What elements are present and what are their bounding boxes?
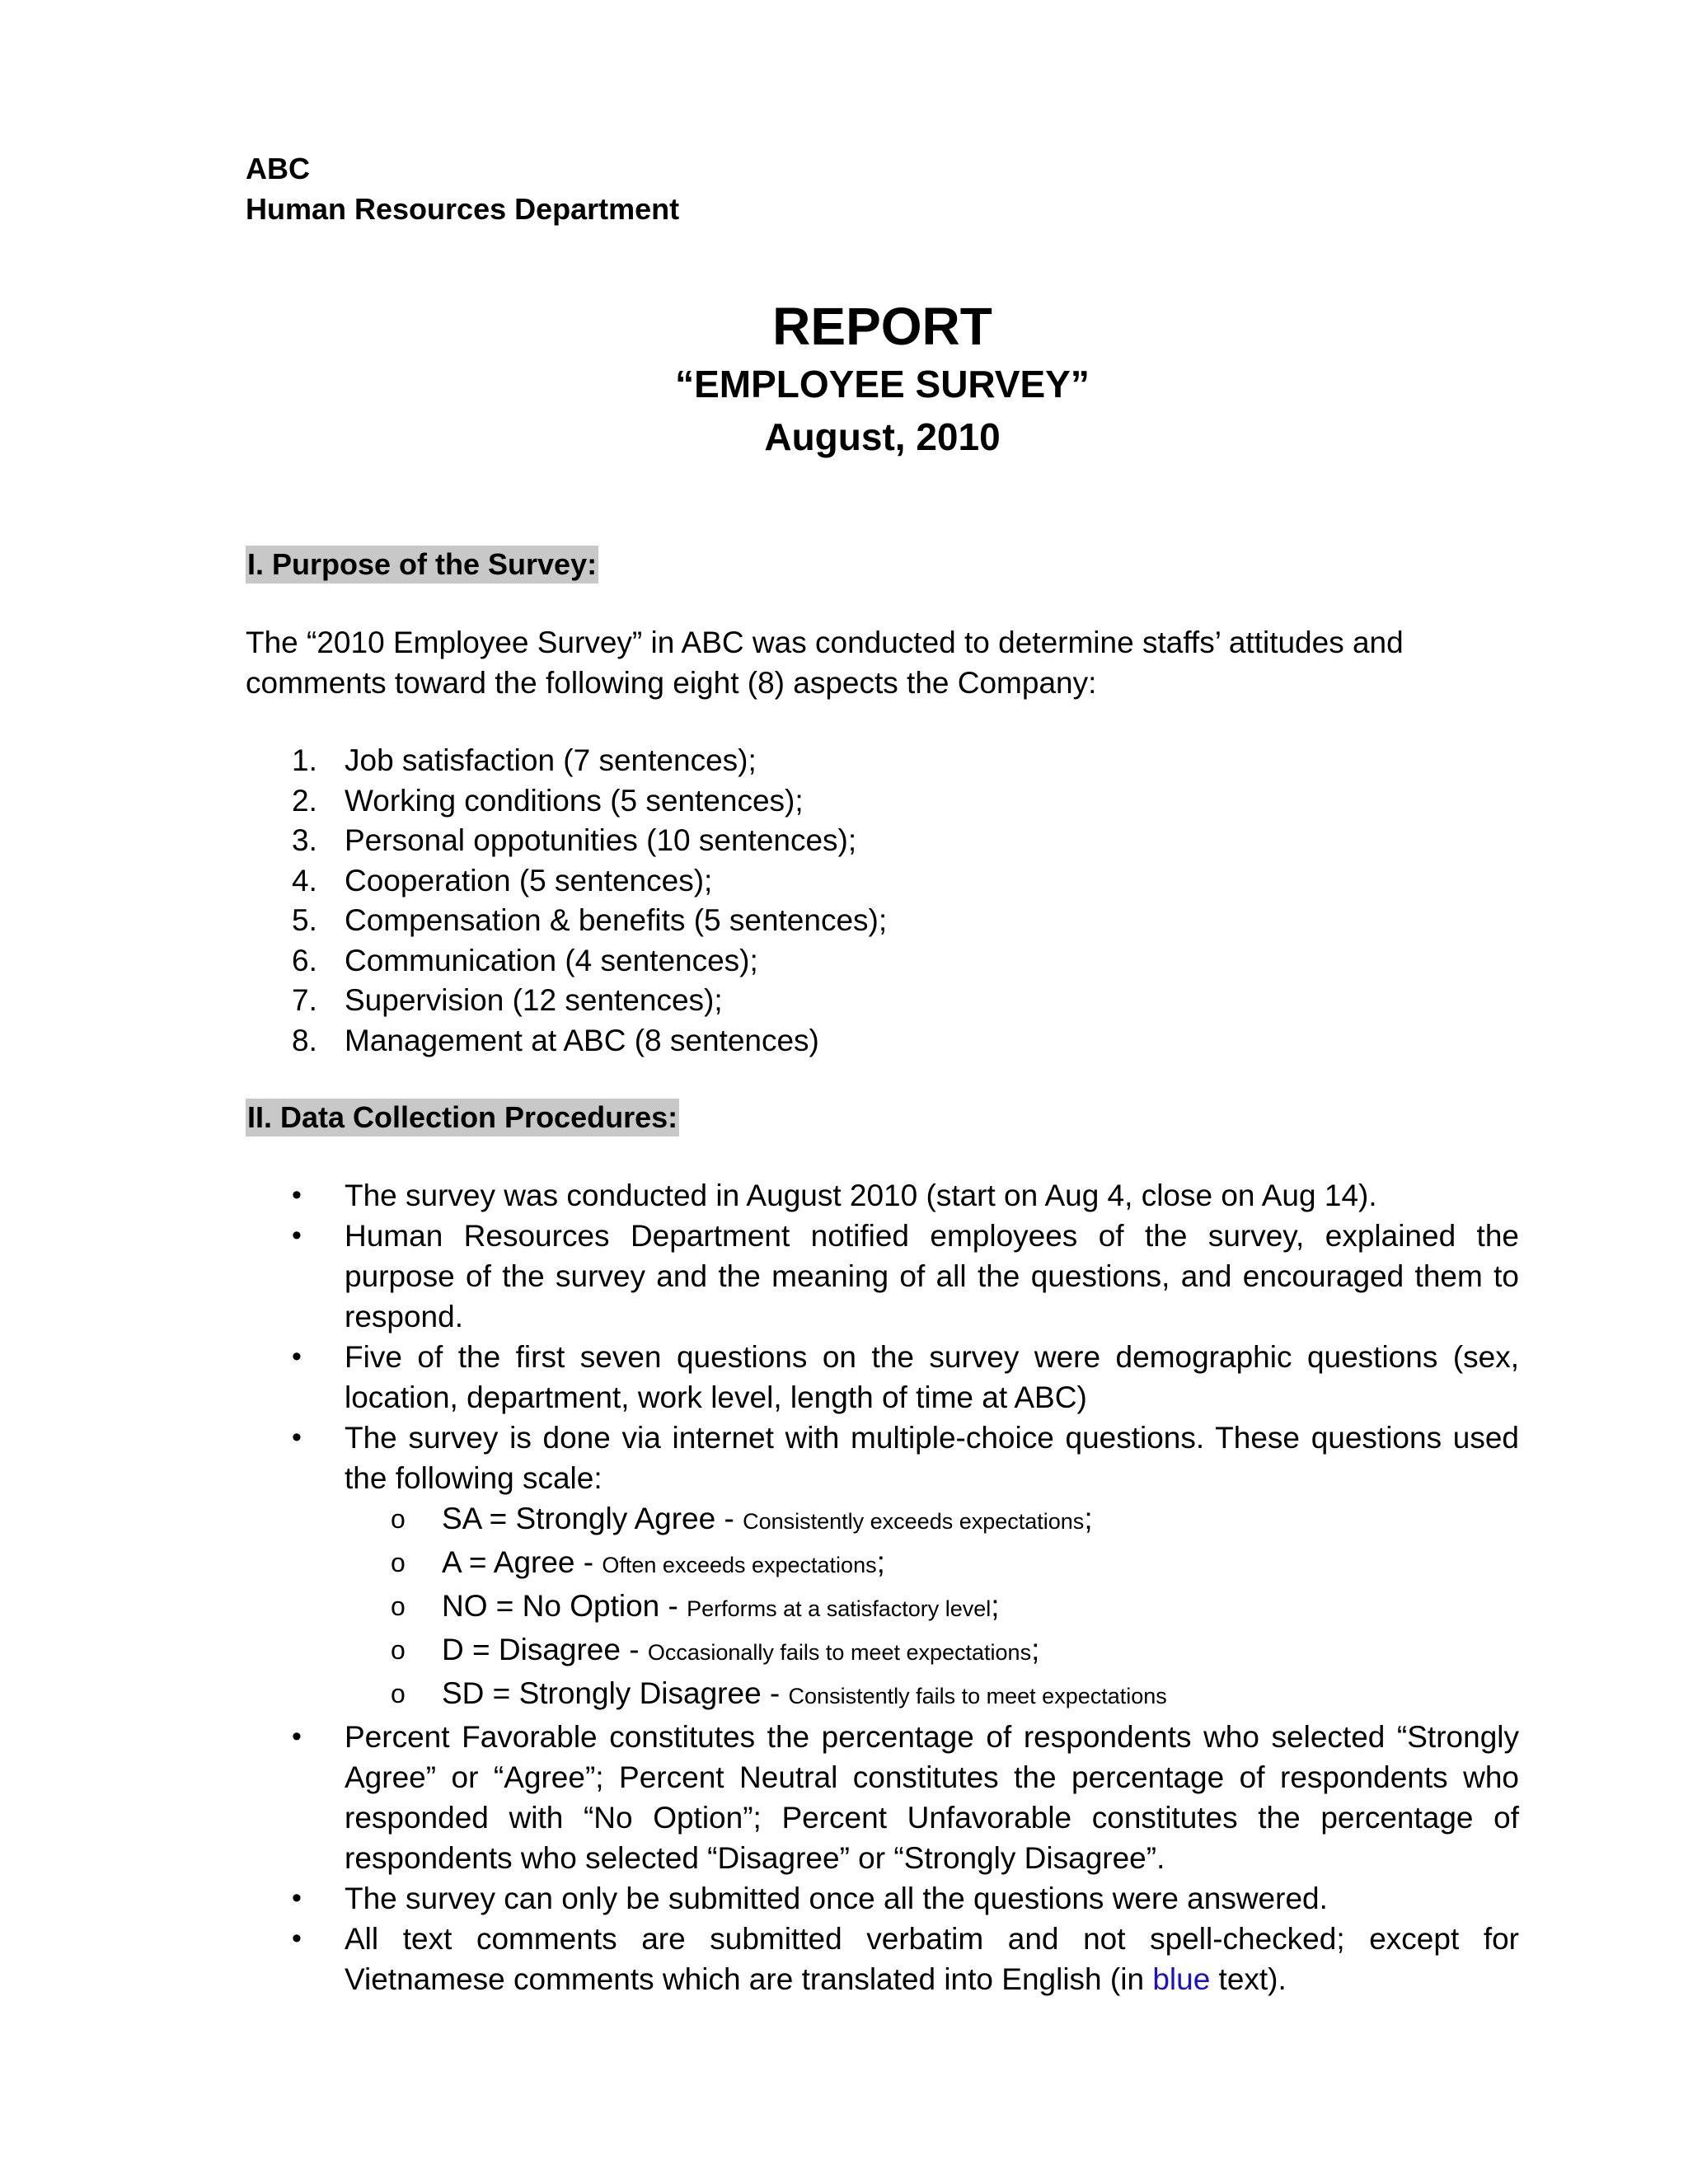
department-name: Human Resources Department [246, 192, 680, 226]
list-item [246, 1717, 1519, 1878]
list-item [246, 981, 1519, 1021]
report-title: REPORT [772, 297, 992, 356]
list-number: 3. [292, 823, 317, 857]
list-item [246, 1878, 1519, 1919]
list-item [246, 901, 1519, 941]
list-number: 6. [292, 943, 317, 977]
bullet-text-before: All text comments are submitted verbatim and not spell-checked; except for Vietnamese comments which are translated into English (in [345, 1922, 1519, 1996]
scale-description: Consistently exceeds expectations [743, 1509, 1085, 1534]
list-item [246, 1418, 1519, 1717]
bullet-text: The survey can only be submitted once all the questions were answered. [345, 1882, 1328, 1915]
list-item [246, 781, 1519, 822]
scale-description: Occasionally fails to meet expectations [647, 1640, 1032, 1665]
section-heading-data-collection: II. Data Collection Procedures: [246, 1099, 679, 1137]
bullet-text: Human Resources Department notified employees of the survey, explained the purpose of the survey and the meaning of all the questions, and encouraged them to respond. [345, 1219, 1519, 1333]
bullet-icon: • [292, 1220, 302, 1251]
org-name: ABC [246, 152, 310, 185]
scale-list [345, 1498, 1519, 1717]
list-item [246, 1175, 1519, 1216]
document-page [246, 148, 1519, 1999]
scale-label: A = Agree - [442, 1545, 603, 1579]
section-heading-purpose: I. Purpose of the Survey: [246, 546, 598, 583]
scale-item [246, 1586, 1519, 1629]
list-text: Compensation & benefits (5 sentences); [345, 903, 888, 937]
bullet-text: The survey is done via internet with multiple-choice questions. These questions used the following scale: [345, 1421, 1519, 1495]
procedures-list [246, 1175, 1519, 1999]
bullet-text-after: text). [1210, 1962, 1287, 1996]
list-number: 4. [292, 863, 317, 898]
scale-item [246, 1498, 1519, 1542]
bullet-icon: • [292, 1422, 302, 1453]
bullet-icon: • [292, 1179, 302, 1211]
list-item [246, 1337, 1519, 1418]
purpose-paragraph: The “2010 Employee Survey” in ABC was conducted to determine staffs’ attitudes and comments toward the following eight (8) aspects the Company: [246, 626, 1404, 700]
scale-label: SA = Strongly Agree - [442, 1502, 743, 1535]
report-date: August, 2010 [764, 415, 1001, 458]
circle-bullet-icon: o [391, 1591, 406, 1621]
scale-description: Performs at a satisfactory level [687, 1596, 992, 1621]
scale-item [246, 1629, 1519, 1673]
report-subtitle: “EMPLOYEE SURVEY” [675, 363, 1090, 405]
scale-item [246, 1673, 1519, 1717]
list-number: 5. [292, 903, 317, 937]
circle-bullet-icon: o [391, 1679, 406, 1708]
list-text: Working conditions (5 sentences); [345, 783, 804, 818]
bullet-icon: • [292, 1923, 302, 1954]
list-number: 7. [292, 983, 317, 1017]
scale-end: ; [876, 1545, 885, 1579]
list-item [246, 1919, 1519, 1999]
blue-highlight-text: blue [1152, 1962, 1211, 1996]
scale-end: ; [1031, 1633, 1040, 1666]
list-item [246, 741, 1519, 781]
list-text: Communication (4 sentences); [345, 943, 758, 977]
scale-item [246, 1542, 1519, 1586]
list-number: 8. [292, 1023, 317, 1057]
scale-label: SD = Strongly Disagree - [442, 1676, 789, 1710]
scale-label: D = Disagree - [442, 1633, 648, 1666]
bullet-icon: • [292, 1341, 302, 1372]
bullet-text: Five of the first seven questions on the survey were demographic questions (sex, location, department, work level, length of time at ABC) [345, 1340, 1519, 1414]
list-text: Supervision (12 sentences); [345, 983, 723, 1017]
list-item [246, 1216, 1519, 1337]
list-text: Job satisfaction (7 sentences); [345, 743, 757, 777]
list-item [246, 861, 1519, 902]
bullet-text: The survey was conducted in August 2010 (start on Aug 4, close on Aug 14). [345, 1179, 1377, 1212]
scale-label: NO = No Option - [442, 1589, 687, 1623]
circle-bullet-icon: o [391, 1504, 406, 1534]
circle-bullet-icon: o [391, 1635, 406, 1665]
list-text: Cooperation (5 sentences); [345, 863, 713, 898]
list-item [246, 821, 1519, 861]
list-item [246, 1021, 1519, 1062]
report-title-block [246, 295, 1519, 463]
list-text: Personal oppotunities (10 sentences); [345, 823, 857, 857]
circle-bullet-icon: o [391, 1548, 406, 1577]
scale-description: Often exceeds expectations [602, 1553, 877, 1577]
list-number: 1. [292, 743, 317, 777]
scale-description: Consistently fails to meet expectations [788, 1684, 1167, 1708]
list-number: 2. [292, 783, 317, 818]
list-item [246, 941, 1519, 982]
bullet-text: Percent Favorable constitutes the percentage of respondents who selected “Strongly Agree” or “Agree”; Percent Neutral constitutes the percentage of respondents who responded with “No Option”; Percent Unfavorable constitutes the percentage of respondents who selected “Disagree” or “Strongly Disagree”. [345, 1720, 1519, 1875]
bullet-icon: • [292, 1721, 302, 1752]
scale-end: ; [1084, 1502, 1093, 1535]
aspects-list [246, 741, 1519, 1061]
bullet-icon: • [292, 1882, 302, 1914]
list-text: Management at ABC (8 sentences) [345, 1023, 819, 1057]
scale-end: ; [991, 1589, 1000, 1623]
